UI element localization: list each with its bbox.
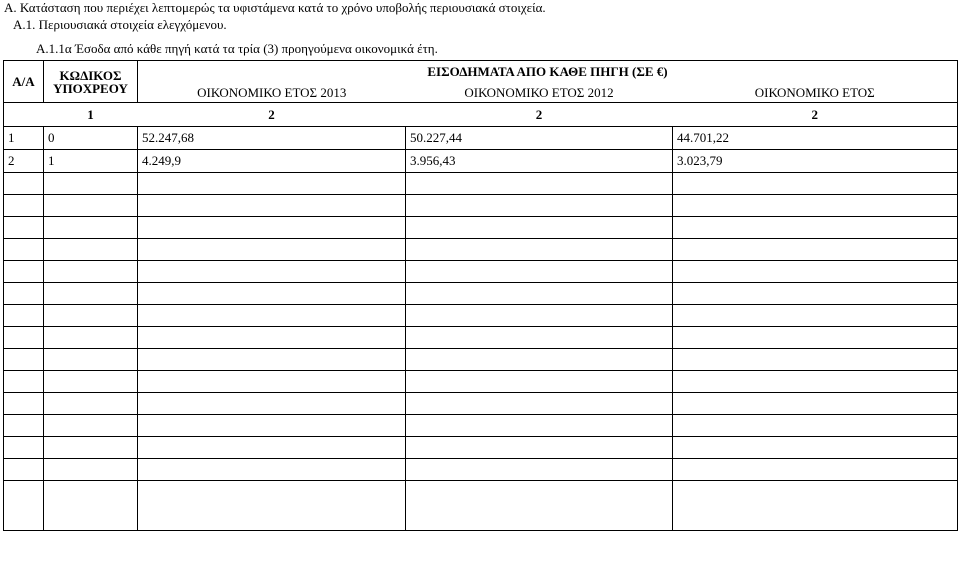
colnum-3: 2 xyxy=(406,103,673,127)
cell-code: 0 xyxy=(44,127,138,150)
cell-aa: 1 xyxy=(4,127,44,150)
empty-row xyxy=(4,283,958,305)
empty-row xyxy=(4,327,958,349)
subsection-heading: Α.1. Περιουσιακά στοιχεία ελεγχόμενου. xyxy=(13,17,227,32)
header-year-3: ΟΙΚΟΝΟΜΙΚΟ ΕΤΟΣ xyxy=(673,84,958,103)
header-year-2012: ΟΙΚΟΝΟΜΙΚΟ ΕΤΟΣ 2012 xyxy=(406,84,673,103)
cell-2013: 4.249,9 xyxy=(138,150,406,173)
empty-row xyxy=(4,305,958,327)
colnum-2: 2 xyxy=(138,103,406,127)
header-incomes: ΕΙΣΟΔΗΜΑΤΑ ΑΠΟ ΚΑΘΕ ΠΗΓΗ (ΣΕ €) xyxy=(138,61,958,84)
empty-row xyxy=(4,195,958,217)
empty-row xyxy=(4,393,958,415)
cell-2012: 3.956,43 xyxy=(406,150,673,173)
header-code-line2: ΥΠΟΧΡΕΟΥ xyxy=(53,80,128,96)
table-row xyxy=(4,127,958,150)
colnum-4: 2 xyxy=(673,103,958,127)
cell-2012: 50.227,44 xyxy=(406,127,673,150)
cell-2013: 52.247,68 xyxy=(138,127,406,150)
header-code-line1: ΚΩΔΙΚΟΣ xyxy=(59,67,122,83)
header-code xyxy=(44,61,138,103)
table-header-row xyxy=(4,61,958,84)
table-year-row xyxy=(4,84,958,103)
colnum-1: 1 xyxy=(44,103,138,127)
empty-row xyxy=(4,437,958,459)
table-row xyxy=(4,150,958,173)
colnum-blank-1 xyxy=(4,103,44,127)
empty-row xyxy=(4,459,958,481)
empty-row xyxy=(4,173,958,195)
cell-year3: 3.023,79 xyxy=(673,150,958,173)
empty-row xyxy=(4,261,958,283)
table-caption: Α.1.1α Έσοδα από κάθε πηγή κατά τα τρία (3) προηγούμενα οικονομικά έτη. xyxy=(36,41,438,56)
header-aa: Α/Α xyxy=(4,61,44,103)
income-table xyxy=(3,60,958,531)
cell-aa: 2 xyxy=(4,150,44,173)
cell-code: 1 xyxy=(44,150,138,173)
empty-row xyxy=(4,239,958,261)
empty-row xyxy=(4,481,958,531)
empty-row xyxy=(4,371,958,393)
column-number-row xyxy=(4,103,958,127)
empty-row xyxy=(4,415,958,437)
empty-row xyxy=(4,349,958,371)
header-year-2013: ΟΙΚΟΝΟΜΙΚΟ ΕΤΟΣ 2013 xyxy=(138,84,406,103)
empty-row xyxy=(4,217,958,239)
cell-year3: 44.701,22 xyxy=(673,127,958,150)
section-heading: Α. Κατάσταση που περιέχει λεπτομερώς τα υφιστάμενα κατά το χρόνο υποβολής περιουσιακά στοιχεία. xyxy=(4,0,546,15)
